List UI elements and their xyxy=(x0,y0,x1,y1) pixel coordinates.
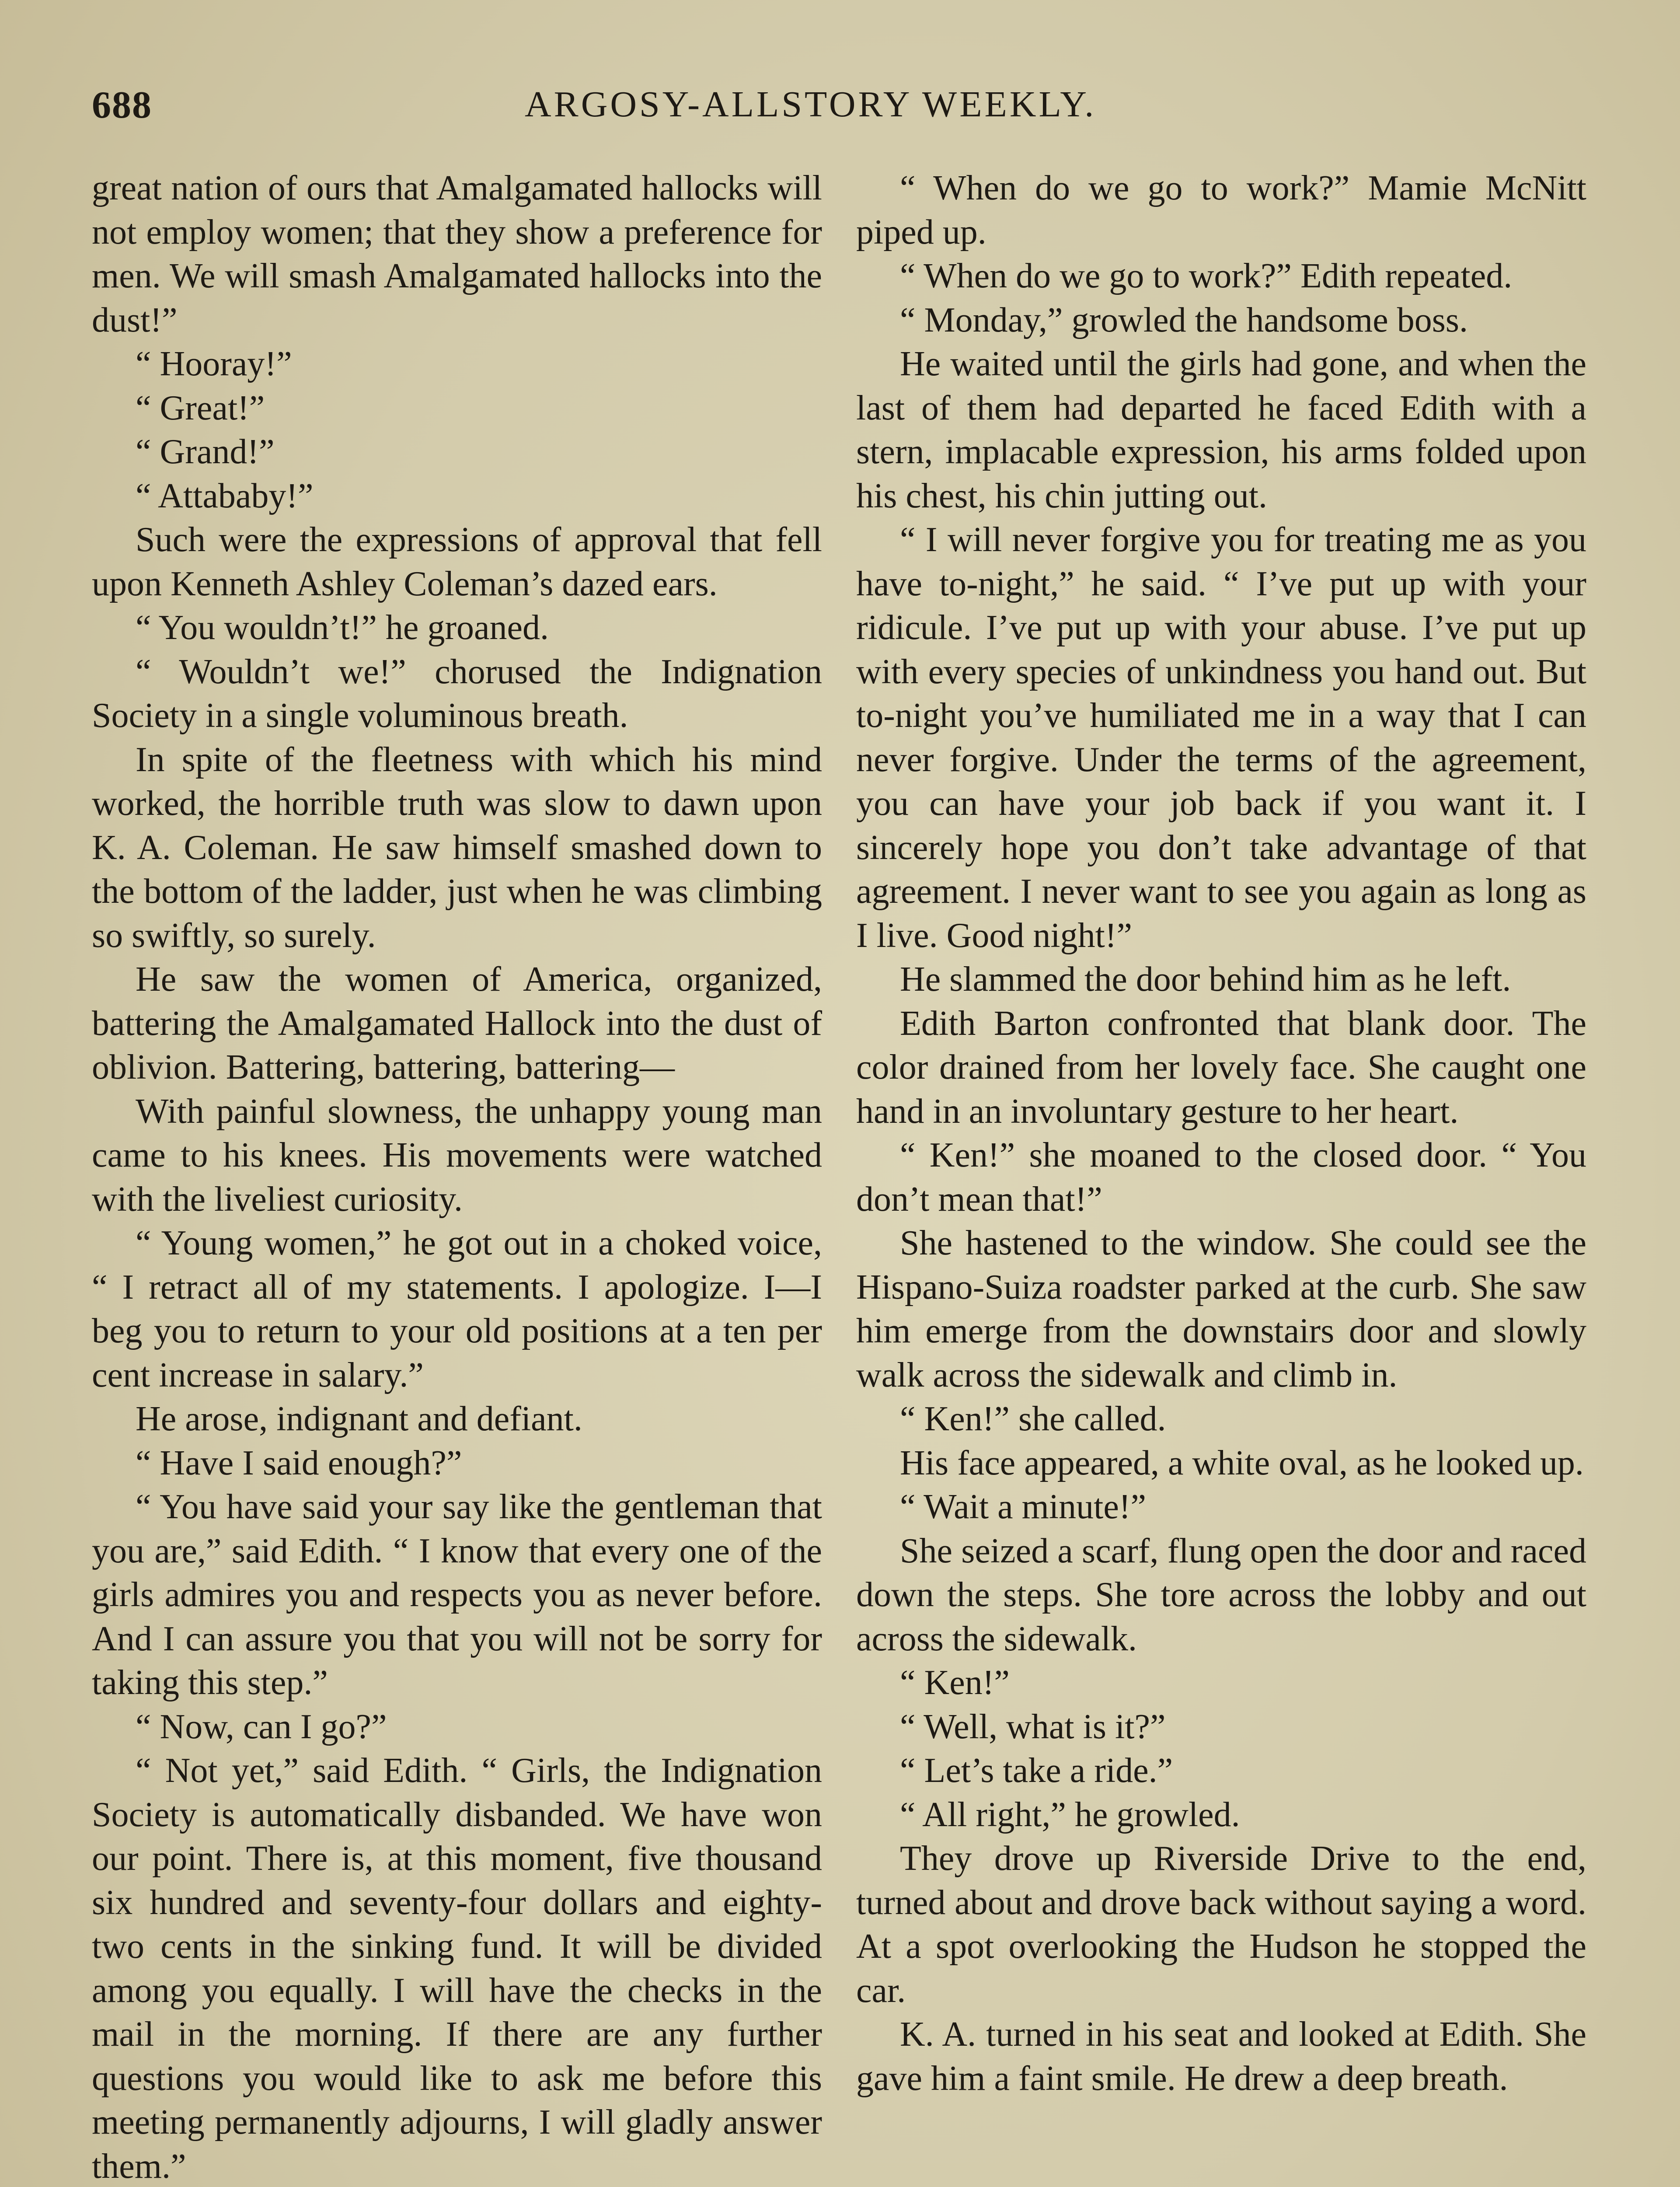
paragraph: “ Let’s take a ride.” xyxy=(900,1751,1173,1790)
paragraph: “ When do we go to work?” Mamie McNitt piped up. xyxy=(856,169,1586,252)
paragraph: He waited until the girls had gone, and when the last of them had departed he faced Edith with a stern, implacable expression, his arms folded upon his chest, his chin jutting out. xyxy=(856,345,1586,515)
paragraph: Such were the expressions of approval that fell upon Kenneth Ashley Coleman’s dazed ears. xyxy=(92,521,822,603)
paragraph: “ Ken!” xyxy=(900,1663,1010,1702)
right-text-column xyxy=(856,166,1586,2100)
paragraph: He arose, indignant and defiant. xyxy=(136,1400,582,1438)
paragraph: Edith Barton confronted that blank door. The color drained from her lovely face. She caught one hand in an involuntary gesture to her heart. xyxy=(856,1004,1586,1131)
running-title: ARGOSY-ALLSTORY WEEKLY. xyxy=(525,84,1097,125)
paragraph: “ You wouldn’t!” he groaned. xyxy=(136,608,549,647)
paragraph: “ Hooray!” xyxy=(136,345,292,383)
paragraph: His face appeared, a white oval, as he looked up. xyxy=(900,1443,1584,1482)
page-header xyxy=(87,74,1146,127)
paragraph: “ Wouldn’t we!” chorused the Indignation Society in a single voluminous breath. xyxy=(92,652,822,735)
paragraph: “ Grand!” xyxy=(136,433,275,471)
paragraph: “ When do we go to work?” Edith repeated. xyxy=(900,257,1513,295)
paragraph: “ Ken!” she moaned to the closed door. “ You don’t mean that!” xyxy=(856,1136,1586,1219)
paragraph: He saw the women of America, organized, battering the Amalgamated Hallock into the dust of oblivion. Battering, battering, battering— xyxy=(92,960,822,1087)
page-number: 688 xyxy=(92,84,152,126)
paragraph: With painful slowness, the unhappy young man came to his knees. His movements were watched with the liveliest curiosity. xyxy=(92,1092,822,1219)
paragraph: In spite of the fleetness with which his mind worked, the horrible truth was slow to dawn upon K. A. Coleman. He saw himself smashed down to the bottom of the ladder, just when he was climbing so swiftly, so surely. xyxy=(92,740,822,955)
paragraph: They drove up Riverside Drive to the end, turned about and drove back without saying a word. At a spot overlooking the Hudson he stopped the car. xyxy=(856,1839,1586,2010)
paragraph: “ All right,” he growled. xyxy=(900,1795,1240,1834)
paragraph: “ Well, what is it?” xyxy=(900,1707,1166,1746)
paragraph: He slammed the door behind him as he left. xyxy=(900,960,1511,999)
paragraph: “ Attababy!” xyxy=(136,476,314,515)
paragraph: “ I will never forgive you for treating me as you have to-night,” he said. “ I’ve put up with your ridicule. I’ve put up with your abuse. I’ve put up with every species of unkindness you hand out. But to-night you’ve humiliated me in a way that I can never forgive. Under the terms of the agreement, you can have your job back if you want it. I sincerely hope you don’t take advantage of that agreement. I never want to see you again as long as I live. Good night!” xyxy=(856,521,1586,955)
paragraph: “ You have said your say like the gentleman that you are,” said Edith. “ I know that every one of the girls admires you and respects you as never before. And I can assure you that you will not be sorry for taking this step.” xyxy=(92,1488,822,1702)
paragraph: “ Not yet,” said Edith. “ Girls, the Indignation Society is automatically disbanded. We have won our point. There is, at this moment, five thousand six hundred and seventy-four dollars and eighty-two cents in the sinking fund. It will be divided among you equally. I will have the checks in the mail in the morning. If there are any further questions you would like to ask me before this meeting permanently adjourns, I will gladly answer them.” xyxy=(92,1751,822,2186)
paragraph: She seized a scarf, flung open the door and raced down the steps. She tore across the lobby and out across the sidewalk. xyxy=(856,1531,1586,1658)
paragraph: “ Monday,” growled the handsome boss. xyxy=(900,300,1468,339)
paragraph: great nation of ours that Amalgamated hallocks will not employ women; that they show a preference for men. We will smash Amalgamated hallocks into the dust!” xyxy=(92,169,822,339)
paragraph: “ Have I said enough?” xyxy=(136,1443,462,1482)
left-text-column xyxy=(92,166,822,2187)
paragraph: K. A. turned in his seat and looked at Edith. She gave him a faint smile. He drew a deep breath. xyxy=(856,2015,1586,2098)
paragraph: “ Young women,” he got out in a choked voice, “ I retract all of my statements. I apologize. I—I beg you to return to your old positions at a ten per cent increase in salary.” xyxy=(92,1224,822,1394)
paragraph: “ Now, can I go?” xyxy=(136,1707,387,1746)
paragraph: “ Wait a minute!” xyxy=(900,1488,1146,1526)
paragraph: “ Great!” xyxy=(136,388,265,427)
paragraph: She hastened to the window. She could see the Hispano-Suiza roadster parked at the curb. She saw him emerge from the downstairs door and slowly walk across the sidewalk and climb in. xyxy=(856,1224,1586,1394)
paragraph: “ Ken!” she called. xyxy=(900,1400,1166,1438)
